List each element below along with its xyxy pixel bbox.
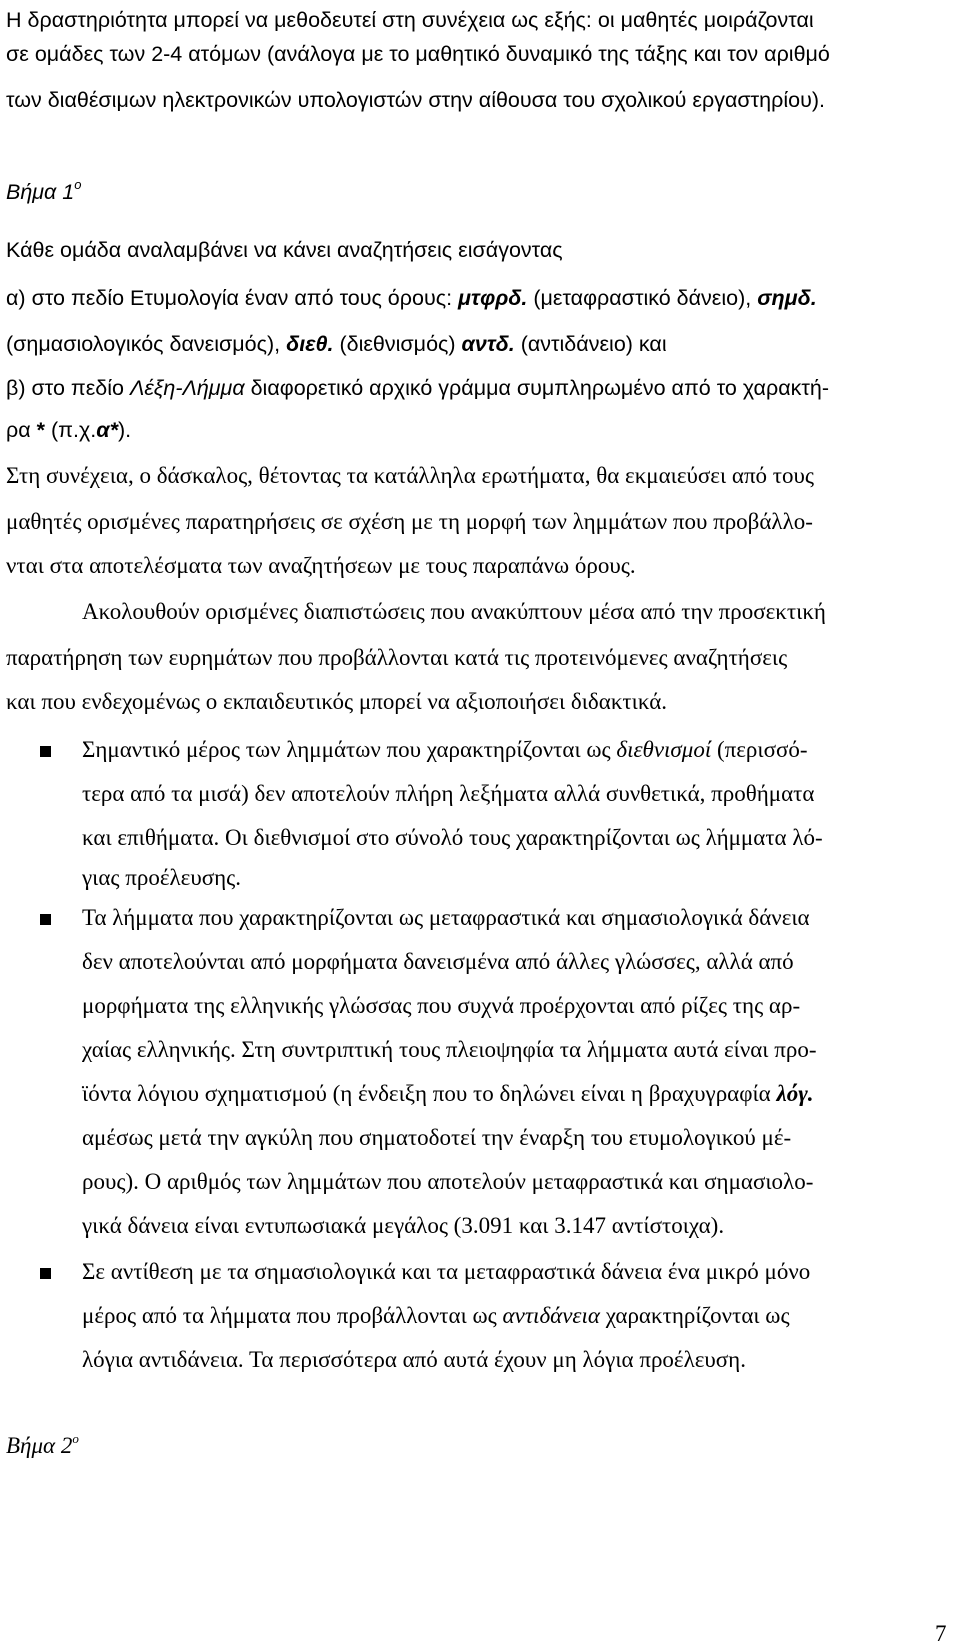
example-suffix: ). xyxy=(117,418,132,442)
bullet-2-line-3: μορφήματα της ελληνικής γλώσσας που συχνά προέρχονται από ρίζες της αρ- xyxy=(82,993,801,1018)
step-1-line-2 xyxy=(6,288,817,310)
term-simd-gloss: (σημασιολογικός δανεισμός), xyxy=(6,332,281,356)
bullet-3-line-1: Σε αντίθεση με τα σημασιολογικά και τα μεταφραστικά δάνεια ένα μικρό μόνο xyxy=(82,1259,811,1284)
step-1-line-5 xyxy=(6,420,131,442)
findings-line-2-text: παρατήρηση των ευρημάτων που προβάλλονται κατά τις προτεινόμενες αναζητήσεις xyxy=(6,645,788,670)
word-field-text: β) στο πεδίο xyxy=(6,376,125,400)
step-1-label: Βήμα 1 xyxy=(6,180,75,204)
etymology-field-text: α) στο πεδίο Ετυμολογία έναν από τους όρους: xyxy=(6,286,453,310)
bullet-2-line-8: γικά δάνεια είναι εντυπωσιακά μεγάλος (3.091 και 3.147 αντίστοιχα). xyxy=(82,1213,725,1238)
bullet-1-line-3: και επιθήματα. Οι διεθνισμοί στο σύνολό τους χαρακτηρίζονται ως λήμματα λό- xyxy=(82,825,823,850)
bullet-2-line-2: δεν αποτελούνται από μορφήματα δανεισμένα από άλλες γλώσσες, αλλά από xyxy=(82,949,794,974)
example-wildcard: α* xyxy=(96,418,118,442)
term-mtfrd-gloss: (μεταφραστικό δάνειο), xyxy=(533,286,752,310)
bullet-2-line-7: ρους). Ο αριθμός των λημμάτων που αποτελούν μεταφραστικά και σημασιολο- xyxy=(82,1169,814,1194)
page-number: 7 xyxy=(935,1621,947,1646)
abbr-log: λόγ. xyxy=(776,1081,814,1106)
bullet-square-icon xyxy=(40,746,51,757)
bullet-2-line-5 xyxy=(82,1082,814,1105)
term-antd: αντδ. xyxy=(461,332,515,356)
step-1-sup: ο xyxy=(74,177,82,192)
bullet-3-text-b: χαρακτηρίζονται ως xyxy=(605,1303,790,1328)
step-1-line-1: Κάθε ομάδα αναλαμβάνει να κάνει αναζητήσεις εισάγοντας xyxy=(6,238,563,262)
bullet-2-line-1: Τα λήμματα που χαρακτηρίζονται ως μεταφραστικά και σημασιολογικά δάνεια xyxy=(82,905,810,930)
bullet-1-line-4: γιας προέλευσης. xyxy=(82,865,241,890)
term-simd: σημδ. xyxy=(757,286,817,310)
step-1-line-3 xyxy=(6,334,667,356)
bullet-2-line-4: χαίας ελληνικής. Στη συντριπτική τους πλειοψηφία τα λήμματα αυτά είναι προ- xyxy=(82,1037,817,1062)
bullet-3-line-2 xyxy=(82,1304,790,1327)
term-mtfrd: μτφρδ. xyxy=(458,286,528,310)
word-field-name: Λέξη-Λήμμα xyxy=(130,376,245,400)
bullet-1-line-1 xyxy=(82,738,808,761)
bullet-1-line-2: τερα από τα μισά) δεν αποτελούν πλήρη λεξήματα αλλά συνθετικά, προθήματα xyxy=(82,781,815,806)
step-1-line-8: νται στα αποτελέσματα των αναζητήσεων με τους παραπάνω όρους. xyxy=(6,553,636,578)
step-2-heading xyxy=(6,1431,79,1458)
wildcard-star: * xyxy=(36,418,46,442)
term-dieth-gloss: (διεθνισμός) xyxy=(339,332,456,356)
bullet-2-line-6: αμέσως μετά την αγκύλη που σηματοδοτεί την έναρξη του ετυμολογικού μέ- xyxy=(82,1125,792,1150)
term-antd-gloss: (αντιδάνειο) και xyxy=(520,332,667,356)
bullet-square-icon xyxy=(40,914,51,925)
step-1-line-7: μαθητές ορισμένες παρατηρήσεις σε σχέση με τη μορφή των λημμάτων που προβάλλο- xyxy=(6,509,813,534)
bullet-1-text-a: Σημαντικό μέρος των λημμάτων που χαρακτηρίζονται ως xyxy=(82,737,611,762)
findings-line-2 xyxy=(6,646,960,669)
findings-line-3: και που ενδεχομένως ο εκπαιδευτικός μπορεί να αξιοποιήσει διδακτικά. xyxy=(6,689,668,714)
bullet-square-icon xyxy=(40,1268,51,1279)
word-field-desc: διαφορετικό αρχικό γράμμα συμπληρωμένο από το χαρακτή- xyxy=(250,376,829,400)
bullet-3-line-3: λόγια αντιδάνεια. Τα περισσότερα από αυτά έχουν μη λόγια προέλευση. xyxy=(82,1347,746,1372)
example-prefix: (π.χ. xyxy=(51,418,97,442)
bullet-1-text-b: (περισσό- xyxy=(716,737,808,762)
term-dieth: διεθ. xyxy=(286,332,334,356)
step-1-line-5-text: ρα xyxy=(6,418,31,442)
step-1-line-6: Στη συνέχεια, ο δάσκαλος, θέτοντας τα κατάλληλα ερωτήματα, θα εκμαιεύσει από τους xyxy=(6,463,815,488)
intro-line-3: των διαθέσιμων ηλεκτρονικών υπολογιστών στην αίθουσα του σχολικού εργαστηρίου). xyxy=(6,88,825,112)
step-2-label: Βήμα 2 xyxy=(6,1433,73,1458)
bullet-3-text-a: μέρος από τα λήμματα που προβάλλονται ως xyxy=(82,1303,497,1328)
term-antidaneia: αντιδάνεια xyxy=(502,1303,600,1328)
step-2-sup: ο xyxy=(72,1431,79,1446)
findings-line-1: Ακολουθούν ορισμένες διαπιστώσεις που ανακύπτουν μέσα από την προσεκτική xyxy=(82,599,826,624)
term-diethnismoi: διεθνισμοί xyxy=(616,737,712,762)
step-1-line-4 xyxy=(6,378,829,400)
step-1-heading xyxy=(6,177,82,204)
bullet-2-line-5-text: ϊόντα λόγιου σχηματισμού (η ένδειξη που το δηλώνει είναι η βραχυγραφία xyxy=(82,1081,771,1106)
intro-line-2: σε ομάδες των 2-4 ατόμων (ανάλογα με το μαθητικό δυναμικό της τάξης και τον αριθμό xyxy=(6,42,830,66)
intro-line-1: Η δραστηριότητα μπορεί να μεθοδευτεί στη συνέχεια ως εξής: οι μαθητές μοιράζονται xyxy=(6,8,814,32)
